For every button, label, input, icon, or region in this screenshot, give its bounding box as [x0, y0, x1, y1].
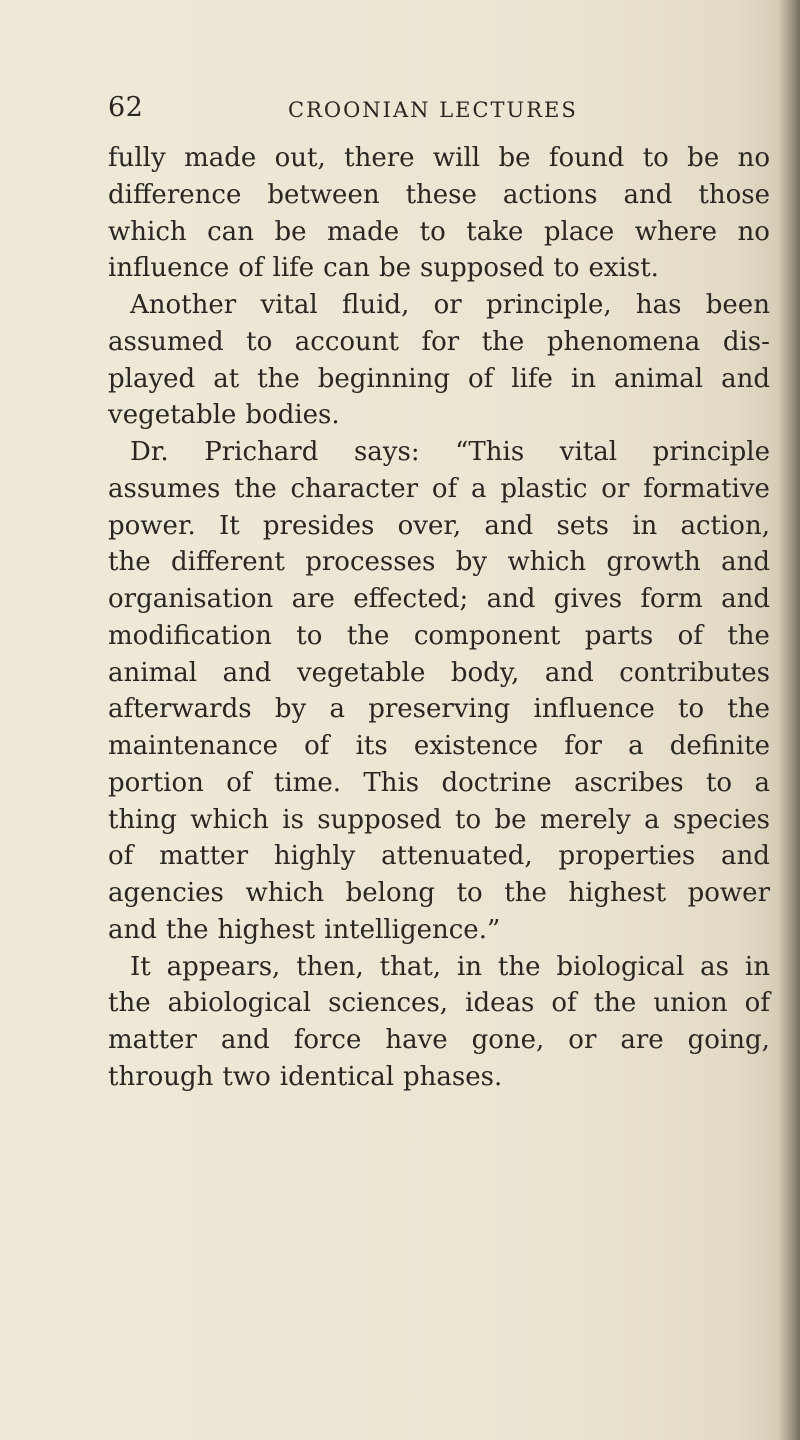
text-line: power. It presides over, and sets in action,: [108, 510, 770, 541]
text-line: played at the beginning of life in animal and: [108, 363, 770, 394]
text-line: fully made out, there will be found to be no: [108, 143, 770, 173]
text-line: assumed to account for the phenomena dis-: [108, 326, 770, 357]
text-line: difference between these actions and those: [108, 179, 770, 210]
text-line: assumes the character of a plastic or formative: [108, 473, 770, 504]
text-line: matter and force have gone, or are going,: [108, 1025, 770, 1055]
text-line: agencies which belong to the highest power: [108, 878, 770, 908]
text-line: portion of time. This doctrine ascribes to a: [108, 767, 770, 798]
text-line: and the highest intelligence.”: [108, 914, 501, 945]
text-line: the abiological sciences, ideas of the union of: [108, 988, 770, 1019]
page-header: [108, 92, 670, 132]
running-head: CROONIAN LECTURES: [288, 98, 578, 122]
text-line: maintenance of its existence for a definite: [108, 731, 770, 761]
text-line: the different processes by which growth and: [108, 547, 770, 578]
text-line: afterwards by a preserving influence to the: [108, 694, 770, 725]
body-text: [108, 140, 770, 1096]
page-gutter-shadow: [778, 0, 800, 1440]
text-line: which can be made to take place where no: [108, 216, 770, 247]
page-number: 62: [108, 92, 144, 123]
text-line: of matter highly attenuated, properties and: [108, 841, 770, 872]
text-line: Another vital fluid, or principle, has been: [130, 290, 770, 320]
text-line: vegetable bodies.: [108, 400, 340, 431]
text-line: influence of life can be supposed to exist.: [108, 253, 659, 284]
text-line: organisation are effected; and gives form and: [108, 584, 770, 614]
text-line: through two identical phases.: [108, 1061, 503, 1092]
text-line: thing which is supposed to be merely a species: [108, 804, 770, 835]
text-line: animal and vegetable body, and contributes: [108, 657, 770, 688]
text-line: Dr. Prichard says: “This vital principle: [130, 437, 770, 467]
text-line: It appears, then, that, in the biological as in: [130, 951, 770, 982]
text-line: modification to the component parts of the: [108, 620, 770, 651]
